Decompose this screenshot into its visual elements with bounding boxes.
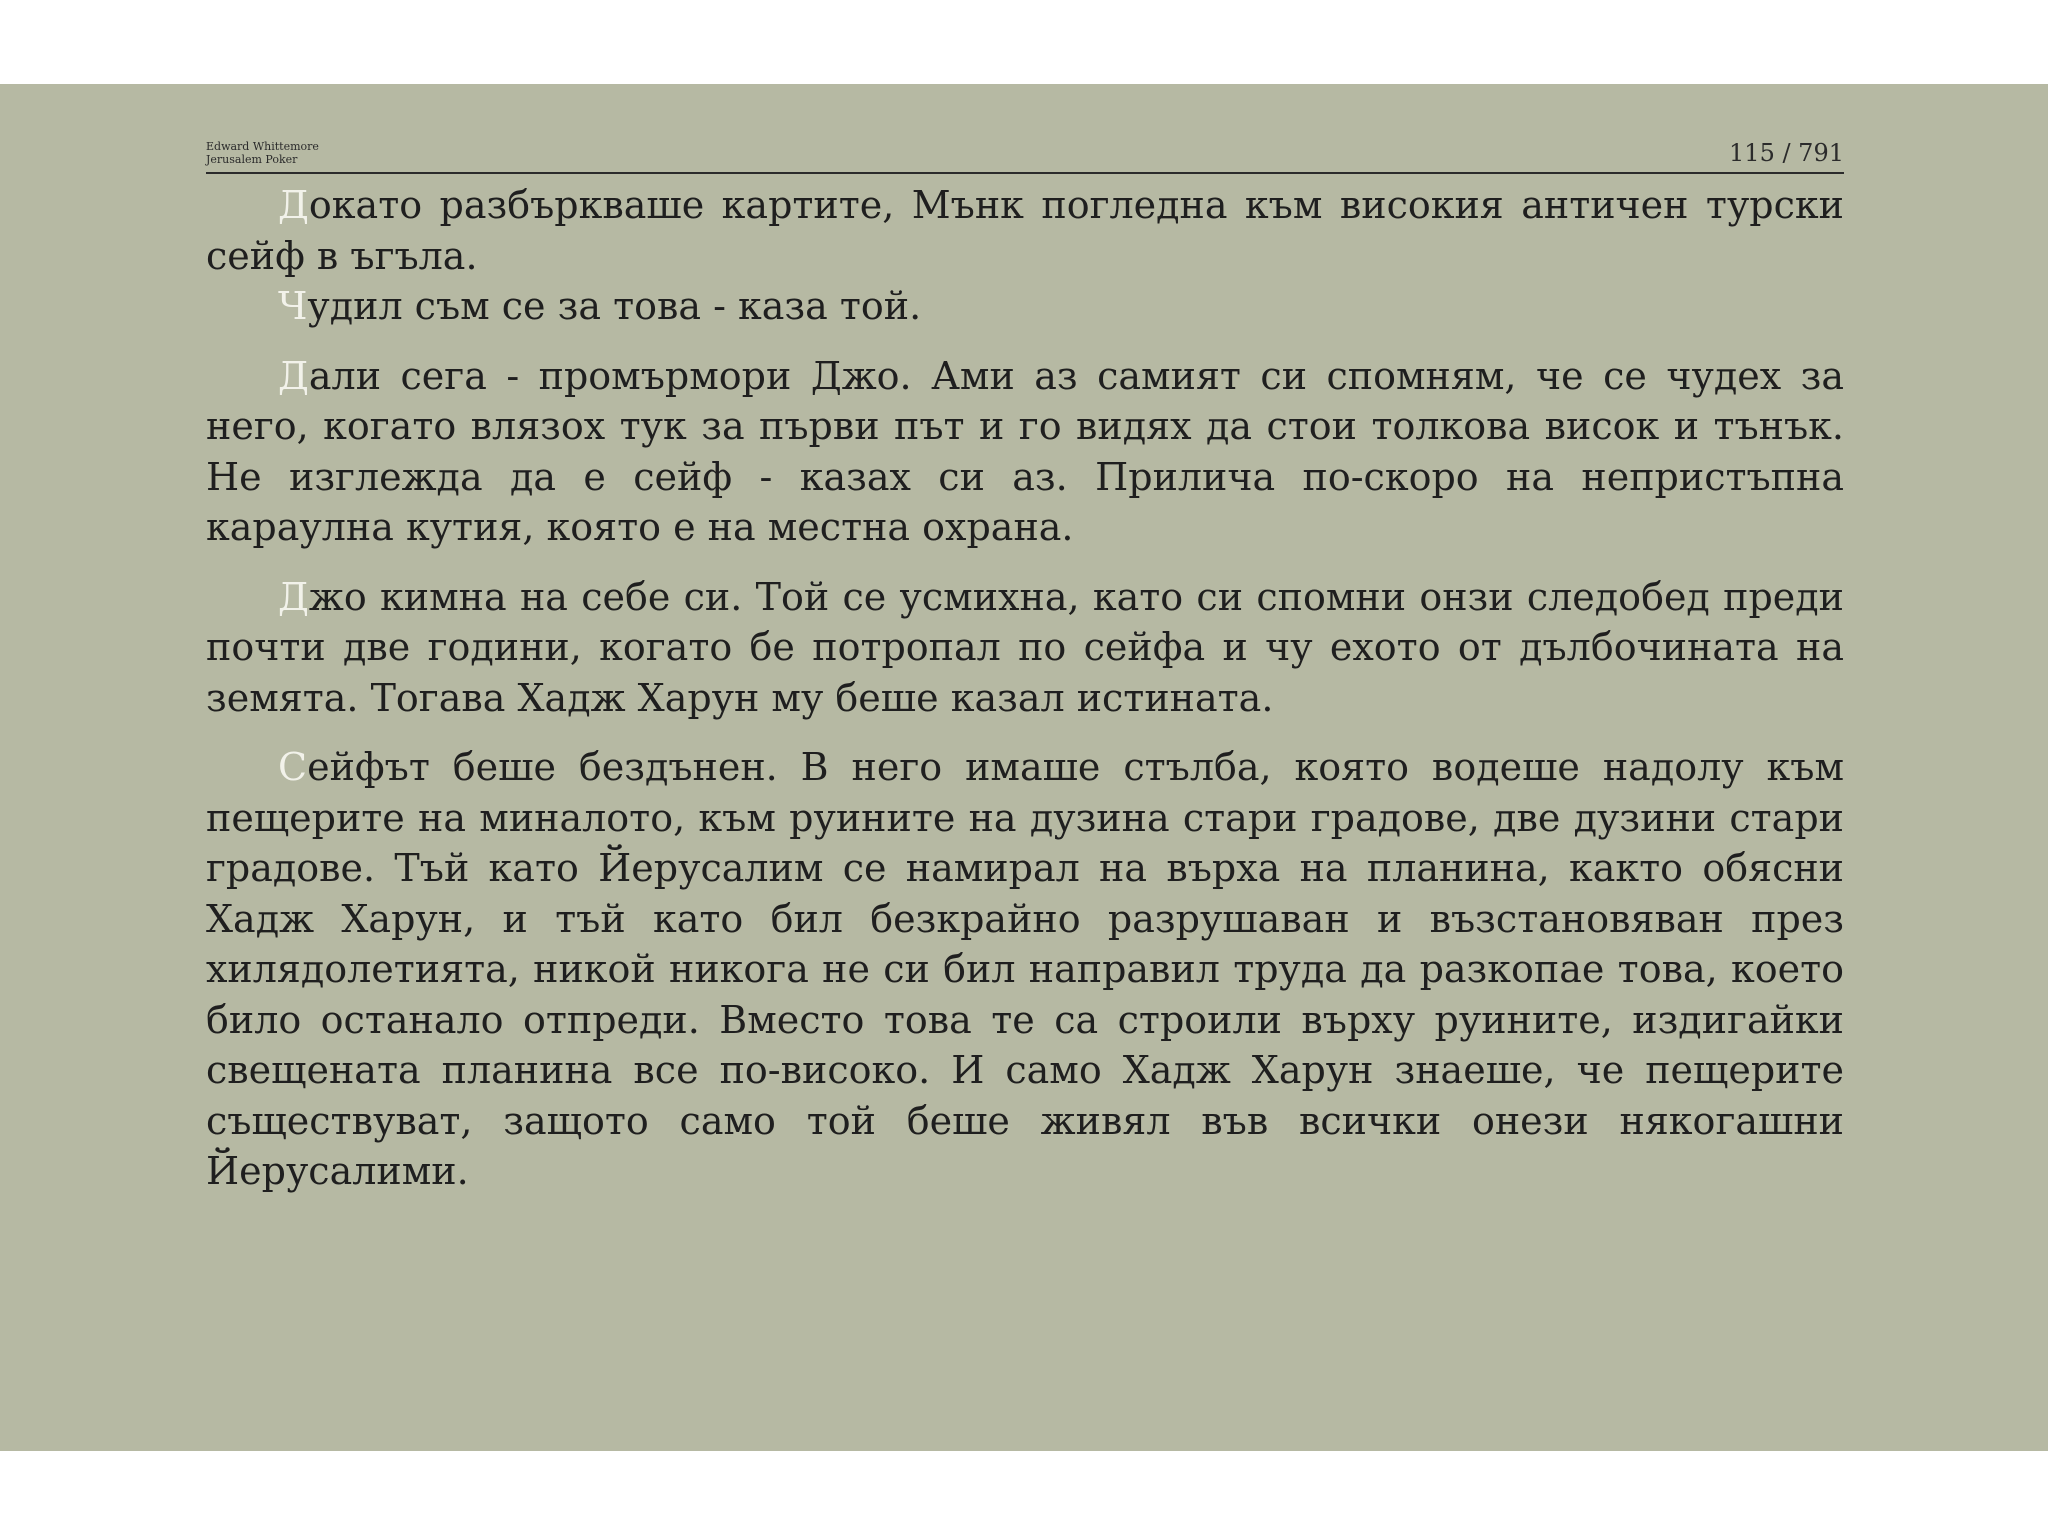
author-name: Edward Whittemore — [206, 140, 319, 153]
page-indicator: 115 / 791 — [1729, 139, 1844, 167]
book-title: Jerusalem Poker — [206, 153, 298, 166]
book-meta — [206, 140, 319, 166]
paragraph — [206, 572, 1844, 724]
drop-initial: Д — [278, 353, 309, 398]
reading-text — [206, 180, 1844, 1216]
paragraph — [206, 180, 1844, 281]
drop-initial: Д — [278, 183, 309, 227]
paragraph — [206, 742, 1844, 1197]
drop-initial: Ч — [278, 284, 308, 328]
paragraph-text: али сега - промърмори Джо. Ами аз самият си спомням, че се чудех за него, когато влязох тук за първи път и го видях да стои толкова висок и тънък. Не изглежда да е сейф - казах си аз. Прилича по-скоро на непристъпна караулна кутия, която е на местна охрана. — [206, 353, 1844, 549]
drop-initial: С — [278, 745, 308, 789]
paragraph-text: ейфът беше бездънен. В него имаше стълба, която водеше надолу към пещерите на миналото, към руините на дузина стари градове, две дузини стари градове. Тъй като Йерусалим се намирал на върха на планина, както обясни Хадж Харун, и тъй като бил безкрайно разрушаван и възстановяван през хилядолетията, никой никога не си бил направил труда да разкопае това, което било останало отпреди. Вместо това те са строили върху руините, издигайки свещената планина все по-високо. И само Хадж Харун знаеше, че пещерите съществуват, защото само той беше живял във всички онези някогашни Йерусалими. — [206, 745, 1844, 1193]
paragraph — [206, 351, 1844, 553]
paragraph — [206, 281, 1844, 332]
paragraph-text: удил съм се за това - каза той. — [307, 284, 922, 328]
reader-header — [206, 138, 1844, 174]
paragraph-text: окато разбъркваше картите, Мънк погледна към високия античен турски сейф в ъгъла. — [206, 183, 1844, 278]
drop-initial: Д — [278, 574, 309, 619]
paragraph-text: жо кимна на себе си. Той се усмихна, като си спомни онзи следобед преди почти две години, когато бе потропал по сейфа и чу ехото от дълбочината на земята. Тогава Хадж Харун му беше казал истината. — [206, 574, 1844, 720]
